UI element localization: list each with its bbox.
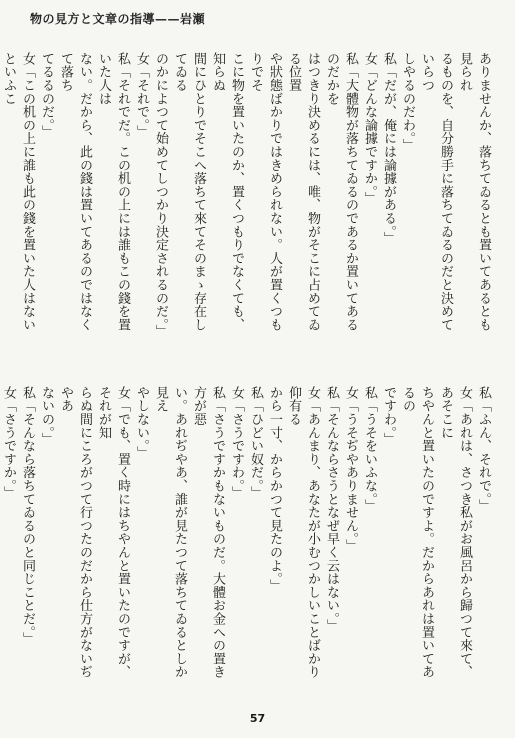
- text-column: 女「あれは、さつき私がお風呂から歸つて來て、あそこに: [438, 386, 472, 679]
- text-column: 間にひとりでそこへ落ちて來てそのまゝ存在してゐる: [172, 52, 206, 332]
- text-column: い。あれぢやあ、誰が見たつて落ちてゐるとしか見え: [153, 386, 187, 679]
- text-column: 女「うそぢやありません。」: [343, 386, 358, 553]
- text-column: 私「ふん、それで。」: [476, 386, 491, 513]
- text-column: ですわ。」: [381, 386, 396, 446]
- text-column: ない。だから、此の錢は置いてあるのではなくて落ち: [58, 52, 92, 332]
- text-column: るものを、自分勝手に落ちてゐるのだと決めていらつ: [419, 52, 453, 332]
- text-column: 私「だが、俺には論據がある。」: [381, 52, 396, 245]
- text-column: やしない。」: [134, 386, 149, 460]
- text-column: ないの。」: [39, 386, 54, 446]
- text-column: ありませんか、落ちてゐるとも置いてあるとも見られ: [457, 52, 491, 332]
- text-column: らぬ間にころがつて行つたのだから仕方がないぢやあ: [58, 386, 92, 679]
- text-column: 女「どんな論據ですか。」: [362, 52, 377, 206]
- text-column: 女「この机の上に誰も此の錢を置いた人はないといふこ: [1, 52, 35, 332]
- running-head: 物の見方と文章の指導——岩瀬: [30, 12, 206, 26]
- text-column: 私「ひどい奴だ。」: [248, 386, 263, 500]
- text-column: しやるのだわ。」: [400, 52, 415, 152]
- text-column: 私「そんなら落ちてゐるのと同じことだ。」: [20, 386, 35, 646]
- text-column: 私「それでだ。この机の上には誰もこの錢を置いた人は: [96, 52, 130, 332]
- upper-text-block: [1, 52, 493, 340]
- text-column: 私「うそをいふな。」: [362, 386, 377, 513]
- text-column: 女「さうですか。」: [1, 386, 16, 500]
- text-column: 私「さうですかもないものだ。大體お金への置き方が惡: [191, 386, 225, 679]
- text-column: 女「それで。」: [134, 52, 149, 139]
- text-column: から一寸、からかつて見たのよ。」: [267, 386, 282, 593]
- text-column: 私「そんならさうとなぜ早く云はない。」: [324, 386, 339, 633]
- lower-text-block: [1, 386, 493, 686]
- text-column: 女「あんまり、あなたが小むつかしいことばかり仰有る: [286, 386, 320, 679]
- text-column: 私「大體物が落ちてゐるのであるか置いてあるのだかを: [324, 52, 358, 332]
- text-column: はつきり決めるには、唯、物がそこに占めてゐる位置: [286, 52, 320, 332]
- page-number: 57: [249, 712, 266, 725]
- text-column: 女「さうですわ。」: [229, 386, 244, 500]
- text-column: ちやんと置いたのですよ。だからあれは置いてあるの: [400, 386, 434, 679]
- text-column: のかによつて始めてしつかり決定されるのだ。」: [153, 52, 168, 339]
- text-column: 女「でも、置く時にはちやんと置いたのですが、それが知: [96, 386, 130, 679]
- text-column: や狀態ばかりではきめられない。人が置くつもりでそ: [248, 52, 282, 332]
- text-column: てるるのだ。」: [39, 52, 54, 139]
- text-column: こに物を置いたのか、置くつもりでなくても、知らぬ: [210, 52, 244, 332]
